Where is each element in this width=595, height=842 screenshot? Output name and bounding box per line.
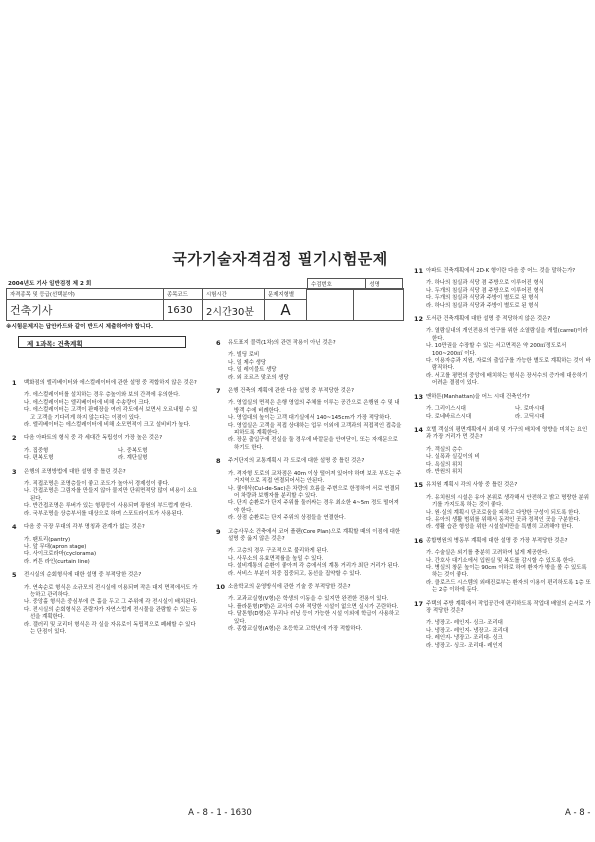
question-number: 17 <box>414 599 424 608</box>
question-column-2 <box>216 340 402 639</box>
question-text: 종합병원의 병동부 계획에 대한 설명 중 가장 부적당한 것은? <box>426 537 568 544</box>
answer-option: 다. 편복도형 <box>24 455 54 462</box>
answer-option: 라. 갤러리 및 코리더 형식은 각 실을 자유로이 독립적으로 폐쇄할 수 있다는 단점이 있다. <box>24 621 196 635</box>
answer-option: 라. 생활 습관 형성을 위한 시설설비만을 특별히 고려해야 한다. <box>426 524 574 531</box>
question <box>12 435 200 462</box>
question-column-1 <box>12 380 200 642</box>
answer-option: 다. 에스컬레이터는 고객이 판매장을 여러 각도에서 보면서 오르내릴 수 있고 고객을 기다리게 하지 않는다는 이점이 있다. <box>24 407 198 421</box>
question-number: 3 <box>12 467 17 476</box>
page-footer: A - 8 - 1 - 1630 <box>188 808 252 818</box>
answer-option: 가. 연속순로 형식은 소규모의 전시실에 이용되며 작은 대지 면적에서도 가능하고 관리하다. <box>24 584 198 598</box>
question-number: 5 <box>12 571 17 580</box>
answer-option: 가. 하나의 침실과 식당 겸 주방으로 이루어진 형식 <box>426 280 544 287</box>
exam-info-table <box>6 288 404 321</box>
name-box[interactable] <box>354 289 404 321</box>
question <box>414 538 592 595</box>
question-number: 11 <box>414 267 424 275</box>
answer-option: 다. 로네바르스시대 <box>426 413 472 420</box>
question <box>414 482 592 531</box>
question <box>216 340 402 382</box>
answer-option: 나. 실폭과 실깊이의 비 <box>426 454 480 461</box>
question-number: 9 <box>216 527 221 536</box>
question-text: 다음 중 극장 무대의 각부 명칭과 관계가 없는 것은? <box>24 524 145 531</box>
question-number: 12 <box>414 315 424 324</box>
question-text: 도서관 건축계획에 대한 설명 중 적당하지 않은 것은? <box>426 316 551 323</box>
answer-option: 가. 에스컬레이터를 설치하는 경우 층높이와 보의 간격에 유의한다. <box>24 392 181 399</box>
question <box>216 529 402 578</box>
answer-option: 나. 앞 무대(apron stage) <box>24 543 87 550</box>
question-number: 16 <box>414 536 424 545</box>
type-label: 문제지형별 <box>265 289 307 300</box>
answer-option: 나. 간접조명은 그림자를 만들지 않아 물지만 단위면적당 많이 비용이 소요된다. <box>24 488 198 502</box>
answer-option: 나. 사무소의 유효면적률을 높일 수 있다. <box>228 555 324 562</box>
code-value: 1630 <box>164 300 203 321</box>
question <box>12 572 200 636</box>
question <box>216 458 402 522</box>
answer-option: 나. 쿨데삭(Cul-de-Sac)은 차량의 흐름을 주변으로 한정하여 서로 연결되어 차량과 보행자를 분리할 수 있다. <box>228 485 400 499</box>
answer-option: 다. 반간접조명은 루버가 있는 형광등이 사용되며 광원의 부드럽게 한다. <box>24 503 193 510</box>
answer-option: 다. 유아의 생활 범위를 위해서 동적인 곳과 정적인 곳을 구분한다. <box>426 516 581 523</box>
question-text: 은행의 조명방법에 대한 설명 중 틀린 것은? <box>24 468 126 475</box>
question-number: 6 <box>216 339 221 347</box>
answer-option: 다. 이용자층과 지원, 자료의 출입구를 가능한 별도로 계획하는 것이 바람직하다. <box>426 358 591 372</box>
subject-box: 제 1과목: 건축계획 <box>18 336 186 348</box>
question <box>414 427 592 476</box>
answer-option: 나. 중복도형 <box>118 447 148 454</box>
answer-option: 다. 달톤형(D형)은 무리나 러닝 등이 가능한 시설 이외에 학급이 사용하고 있다. <box>228 611 400 625</box>
exam-no-label: 수검번호 <box>308 279 366 290</box>
question-text: 은행 건축의 계획에 관한 다음 설명 중 부적당한 것은? <box>228 388 354 395</box>
answer-option: 다. 레인지- 냉장고- 조리대- 싱크 <box>426 635 503 642</box>
answer-option: 나. 영업대의 높이는 고객 대기실에서 140~145cm가 가장 적당하다. <box>228 415 392 422</box>
question-number: 7 <box>216 387 221 396</box>
exam-no-box[interactable] <box>307 289 354 321</box>
code-label: 종목코드 <box>164 289 203 300</box>
question-number: 2 <box>12 434 17 443</box>
answer-option: 다. 병실의 창문 높이는 90cm 이하로 하여 환자가 밖을 볼 수 있도록 하는 것이 좋다. <box>426 565 587 579</box>
question-text: 아파트 건축계획에서 2D·K 형이란 다음 중 어느 것을 말하는가? <box>426 268 576 274</box>
question <box>216 584 402 633</box>
type-value: A <box>265 300 307 321</box>
question <box>12 469 200 518</box>
question <box>12 380 200 429</box>
answer-option: 가. 영업실의 면적은 은행 영업의 주체를 이루는 공간으로 은행원 수 및 내방객 수에 비례한다. <box>228 400 400 414</box>
question-text: 전시실의 순회형식에 대한 설명 중 부적당한 것은? <box>24 572 142 579</box>
answer-option: 가. 그리이스시대 <box>426 406 466 413</box>
question-text: 소음학교의 운영방식에 관한 기술 중 부적당한 것은? <box>228 583 351 590</box>
page-footer-next: A - 8 - <box>565 808 591 818</box>
answer-option: 라. 외 조르즈 맞조의 생당 <box>228 374 289 381</box>
answer-option: 다. 단지 순환로가 단지 주위를 둘러싸는 경우 최소한 4~5m 정도 떨어져야 한다. <box>228 500 399 514</box>
answer-option: 다. 사이크로라마(cyclorama) <box>24 551 97 558</box>
answer-option: 라. 장문 출입구에 전실을 둘 경우에 바깥문을 안여닫이, 또는 자재문으로 하기도 한다. <box>228 437 398 451</box>
answer-option: 라. 하나의 침실과 식당과 주방이 별도로 된 형식 <box>426 302 539 309</box>
field-label: 자격종목 및 등급(선택분야) <box>7 289 164 300</box>
answer-option: 가. 직접조명은 조명층들이 좋고 조도가 높아서 경제성이 좋다. <box>24 481 170 488</box>
answer-option: 가. 냉장고- 레인지- 싱크- 조리대 <box>426 620 503 627</box>
answer-option: 가. 객실의 층수 <box>426 446 463 453</box>
question-text: 유도표지 블럭(1차)의 관련 작용이 아닌 것은? <box>228 340 336 346</box>
question-number: 13 <box>414 392 424 401</box>
question <box>12 524 200 566</box>
page-title: 국가기술자격검정 필기시험문제 <box>172 250 388 268</box>
answer-option: 라. 엘리베이터는 에스컬레이터에 비해 소모면적이 크고 설비비가 높다. <box>24 422 191 429</box>
answer-option: 라. 냉장고- 싱크- 조리대- 레인지 <box>426 642 503 649</box>
answer-option: 나. 냉장고- 레인지- 냉장고- 조리대 <box>426 627 509 634</box>
answer-option: 가. 유치원의 시설은 유아 본위로 생각해서 안전하고 밝고 명랑한 분위기를 가지도록 하는 것이 좋다. <box>426 494 589 509</box>
answer-option: 가. 팬트리(pantry) <box>24 536 71 543</box>
answer-option: 나. 간호사 대기소에서 입원실 및 복도를 감시할 수 있도록 한다. <box>426 557 576 564</box>
answer-option: 라. 서고를 평면의 중앙에 배치하는 형식은 장서수의 증가에 대응하기 어려운 결점이 있다. <box>426 372 588 387</box>
question-text: 맨하튼(Manhattan)을 어느 시대 건축인가? <box>426 393 530 400</box>
answer-option: 나. 로마시대 <box>515 406 545 413</box>
answer-option: 가. 수술실은 외기를 충분히 고려하여 넓게 제공한다. <box>426 550 550 557</box>
question-text: 고층사무소 건축에서 코어 플랜(Core Plan)으로 계획할 때의 이점에 대한 설명 중 옳지 않은 것은? <box>228 528 401 542</box>
question-text: 유치원 계획시 각의 사항 중 틀린 것은? <box>426 482 518 489</box>
exam-year: 2004년도 기사 일반검정 제 2 회 <box>8 281 92 287</box>
question-number: 15 <box>414 481 424 490</box>
answer-option: 라. 고딕시대 <box>515 413 545 420</box>
answer-option: 나. 10만권을 수장할 수 있는 서고면적은 약 200㎡정도로서 100~200㎡ 이다. <box>426 343 567 357</box>
question-text: 다음 아파트의 형식 중 각 세대간 독립성이 가장 높은 것은? <box>24 435 163 442</box>
answer-option: 라. 클로즈드 시스템의 외래진료부는 환자의 이용이 편리하도록 1층 또는 2층 이하에 둔다. <box>426 579 591 594</box>
question <box>414 601 592 650</box>
answer-option: 가. 빌딩 로비 <box>228 352 260 359</box>
question-number: 8 <box>216 457 221 466</box>
answer-option: 라. 반원의 위치 <box>426 468 463 475</box>
question <box>216 388 402 452</box>
answer-option: 다. 두개의 침실과 식당과 주방이 별도로 된 형식 <box>426 295 539 302</box>
field-value: 건축기사 <box>7 300 164 321</box>
question <box>414 268 592 310</box>
answer-option: 다. 욕실의 위치 <box>426 461 463 468</box>
answer-option: 라. 종합교실형(A형)은 초등학교 고학년에 가장 적합하다. <box>228 626 363 632</box>
answer-option: 다. 설비계통의 순환이 좋아져 각 층에서의 계통 거리가 최단 거리가 된다. <box>228 563 400 570</box>
answer-option: 라. 계단실형 <box>118 455 148 462</box>
question-number: 10 <box>216 582 226 591</box>
answer-option: 가. 집중형 <box>24 447 49 454</box>
time-label: 시험시간 <box>203 289 265 300</box>
answer-option: 가. 격자형 도로의 교차점은 40m 이상 떨어져 있어야 하며 보조 부도는 주거지역으로 직접 연결되어서는 안된다. <box>228 470 402 485</box>
question-number: 1 <box>12 379 17 387</box>
time-value: 2시간30분 <box>203 300 265 321</box>
answer-option: 나. 일 제수 생당 <box>228 359 267 366</box>
answer-option: 다. 일 레이블트 생당 <box>228 367 277 374</box>
answer-option: 라. 상점 순환로는 단지 주위의 상점들을 연결한다. <box>228 515 346 522</box>
answer-option: 나. 에스컬레이터는 엘리베이터에 비해 수송량이 크다. <box>24 399 151 406</box>
question <box>414 316 592 388</box>
question <box>414 394 592 421</box>
answer-option: 가. 교과교실형(V형)은 학생의 이동을 수 있지만 완전한 전용이 있다. <box>228 596 389 603</box>
answer-option: 라. 커튼 라인(curtain line) <box>24 558 90 565</box>
answer-option: 나. 원·실의 계획시 단조로움을 피하고 다양한 구성이 되도록 한다. <box>426 509 581 516</box>
answer-option: 가. 열람실내의 개인전용의 연구를 위한 소열람실을 캐럴(carrel)이라 한다. <box>426 328 588 342</box>
question-number: 14 <box>414 425 424 434</box>
question-number: 4 <box>12 523 17 532</box>
answer-option: 나. 두개의 침실과 식당 겸 주방으로 이루어진 형식 <box>426 287 544 294</box>
name-label: 성명 <box>366 279 403 290</box>
notice: ※시험문제지는 답안카드와 같이 반드시 제출하여야 합니다. <box>6 324 153 330</box>
question-text: 백화점의 엘리베이터와 에스컬레이터에 관한 설명 중 적합하지 않은 것은? <box>24 380 197 386</box>
answer-option: 다. 전시실의 순회형식은 관람자가 자연스럽게 전시물을 관람할 수 있는 동선을 계획한다. <box>24 606 198 621</box>
question-text: 주택의 주방 계획에서 작업공간에 편리하도록 작업대 배열의 순서로 가장 적당한 것은? <box>426 600 591 615</box>
answer-option: 나. 중앙홀 형식은 중심부에 큰 홀을 두고 그 주위에 각 전시실이 배치된다. <box>24 599 198 606</box>
answer-option: 가. 고층의 경우 구조적으로 불리하게 된다. <box>228 548 329 555</box>
answer-option: 라. 서비스 부분이 치중 집중되고, 동선을 집약할 수 있다. <box>228 570 362 577</box>
question-text: 주거단지의 교통계획시 각 도로에 대한 설명 중 틀린 것은? <box>228 458 365 465</box>
answer-option: 라. 국부조명을 상층부서를 대상으로 하며 스포트라이트가 사용된다. <box>24 510 184 517</box>
answer-option: 나. 플라툰형(P형)은 교사의 수와 적당한 시설이 없으면 실시가 곤란하다. <box>228 603 399 610</box>
question-column-3 <box>414 268 592 656</box>
answer-option: 다. 영업실은 고객을 직접 상대하는 업무 이외에 고객과의 직접적인 접촉을 피하도록 계획한다. <box>228 422 402 437</box>
question-text: 호텔 객실의 평면계획에서 최대 및 가구의 배치에 영향을 미치는 요인과 가장 거리가 먼 것은? <box>426 426 588 441</box>
